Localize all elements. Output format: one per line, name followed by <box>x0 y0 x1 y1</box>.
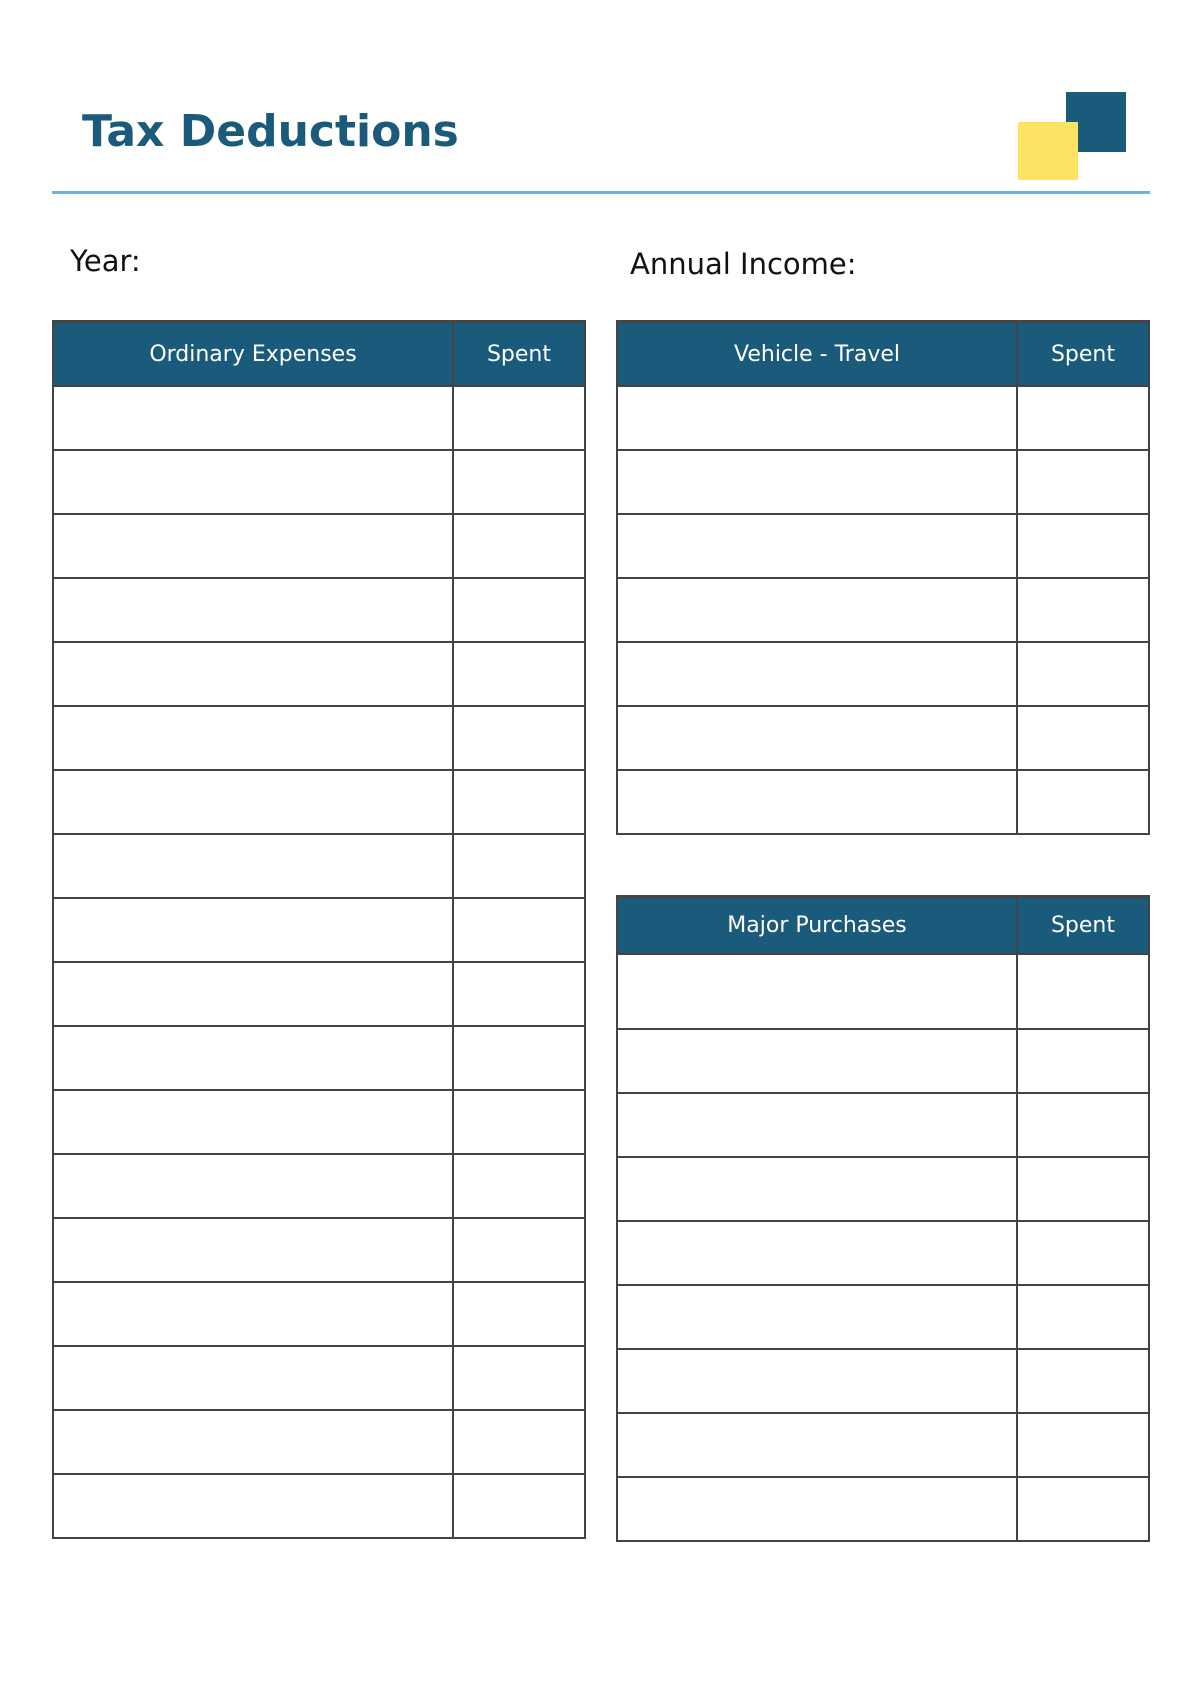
spent-cell[interactable] <box>1017 386 1149 450</box>
spent-cell[interactable] <box>453 1474 585 1538</box>
table-row <box>53 770 585 834</box>
entry-cell[interactable] <box>617 642 1017 706</box>
table-row <box>53 706 585 770</box>
table-row <box>617 1093 1149 1157</box>
table-row <box>617 1477 1149 1541</box>
entry-cell[interactable] <box>617 514 1017 578</box>
spent-cell[interactable] <box>453 1026 585 1090</box>
spent-cell[interactable] <box>453 450 585 514</box>
table-row <box>617 578 1149 642</box>
entry-cell[interactable] <box>53 514 453 578</box>
spent-cell[interactable] <box>1017 1413 1149 1477</box>
spent-cell[interactable] <box>453 1218 585 1282</box>
table-row <box>53 578 585 642</box>
entry-cell[interactable] <box>617 386 1017 450</box>
entry-cell[interactable] <box>617 1157 1017 1221</box>
ordinary-spent-header: Spent <box>453 322 585 387</box>
table-row <box>617 1285 1149 1349</box>
spent-cell[interactable] <box>1017 1029 1149 1093</box>
entry-cell[interactable] <box>53 642 453 706</box>
table-row <box>617 1157 1149 1221</box>
table-row <box>617 706 1149 770</box>
spent-cell[interactable] <box>1017 1221 1149 1285</box>
entry-cell[interactable] <box>53 962 453 1026</box>
entry-cell[interactable] <box>53 1474 453 1538</box>
entry-cell[interactable] <box>617 1413 1017 1477</box>
table-row <box>617 450 1149 514</box>
table-row <box>617 1349 1149 1413</box>
table-row <box>617 1029 1149 1093</box>
page-title: Tax Deductions <box>82 106 459 157</box>
entry-cell[interactable] <box>53 770 453 834</box>
entry-cell[interactable] <box>53 1090 453 1154</box>
entry-cell[interactable] <box>53 1282 453 1346</box>
year-label: Year: <box>70 244 141 278</box>
table-row <box>617 642 1149 706</box>
major-purchases-table <box>616 895 1150 1542</box>
vehicle-travel-header: Vehicle - Travel <box>617 322 1017 387</box>
entry-cell[interactable] <box>617 954 1017 1029</box>
spent-cell[interactable] <box>453 514 585 578</box>
entry-cell[interactable] <box>53 450 453 514</box>
table-row <box>53 642 585 706</box>
table-row <box>617 1221 1149 1285</box>
vehicle-spent-header: Spent <box>1017 322 1149 387</box>
spent-cell[interactable] <box>1017 706 1149 770</box>
entry-cell[interactable] <box>53 1410 453 1474</box>
spent-cell[interactable] <box>1017 1477 1149 1541</box>
table-row <box>53 514 585 578</box>
table-row <box>53 1218 585 1282</box>
header-divider <box>52 191 1150 194</box>
spent-cell[interactable] <box>453 770 585 834</box>
spent-cell[interactable] <box>1017 578 1149 642</box>
table-row <box>53 962 585 1026</box>
table-row <box>53 386 585 450</box>
spent-cell[interactable] <box>453 706 585 770</box>
entry-cell[interactable] <box>53 386 453 450</box>
spent-cell[interactable] <box>453 386 585 450</box>
major-spent-header: Spent <box>1017 897 1149 955</box>
spent-cell[interactable] <box>453 1154 585 1218</box>
entry-cell[interactable] <box>53 578 453 642</box>
spent-cell[interactable] <box>453 642 585 706</box>
entry-cell[interactable] <box>617 1285 1017 1349</box>
spent-cell[interactable] <box>453 1282 585 1346</box>
spent-cell[interactable] <box>453 1090 585 1154</box>
entry-cell[interactable] <box>617 1029 1017 1093</box>
spent-cell[interactable] <box>453 962 585 1026</box>
entry-cell[interactable] <box>53 706 453 770</box>
table-row <box>53 1026 585 1090</box>
entry-cell[interactable] <box>617 578 1017 642</box>
table-row <box>53 1410 585 1474</box>
entry-cell[interactable] <box>617 1093 1017 1157</box>
ordinary-expenses-table <box>52 320 586 1539</box>
spent-cell[interactable] <box>1017 954 1149 1029</box>
entry-cell[interactable] <box>53 834 453 898</box>
spent-cell[interactable] <box>1017 1349 1149 1413</box>
spent-cell[interactable] <box>1017 514 1149 578</box>
ordinary-expenses-header: Ordinary Expenses <box>53 322 453 387</box>
entry-cell[interactable] <box>617 706 1017 770</box>
spent-cell[interactable] <box>453 898 585 962</box>
table-row <box>53 834 585 898</box>
spent-cell[interactable] <box>1017 770 1149 834</box>
spent-cell[interactable] <box>453 1410 585 1474</box>
entry-cell[interactable] <box>617 1349 1017 1413</box>
decorative-yellow-square <box>1018 122 1078 180</box>
spent-cell[interactable] <box>1017 1093 1149 1157</box>
vehicle-travel-table <box>616 320 1150 835</box>
table-row <box>617 1413 1149 1477</box>
entry-cell[interactable] <box>53 1026 453 1090</box>
annual-income-label: Annual Income: <box>630 247 857 281</box>
spent-cell[interactable] <box>453 1346 585 1410</box>
spent-cell[interactable] <box>453 834 585 898</box>
spent-cell[interactable] <box>1017 1157 1149 1221</box>
major-purchases-header: Major Purchases <box>617 897 1017 955</box>
spent-cell[interactable] <box>453 578 585 642</box>
table-row <box>53 1090 585 1154</box>
table-row <box>53 1474 585 1538</box>
entry-cell[interactable] <box>53 1154 453 1218</box>
entry-cell[interactable] <box>617 1221 1017 1285</box>
table-row <box>617 954 1149 1029</box>
table-row <box>53 1154 585 1218</box>
table-row <box>617 770 1149 834</box>
spent-cell[interactable] <box>1017 642 1149 706</box>
table-row <box>53 1282 585 1346</box>
entry-cell[interactable] <box>53 1346 453 1410</box>
table-row <box>53 1346 585 1410</box>
entry-cell[interactable] <box>617 1477 1017 1541</box>
entry-cell[interactable] <box>53 898 453 962</box>
table-row <box>53 898 585 962</box>
entry-cell[interactable] <box>53 1218 453 1282</box>
table-row <box>53 450 585 514</box>
entry-cell[interactable] <box>617 770 1017 834</box>
table-row <box>617 386 1149 450</box>
spent-cell[interactable] <box>1017 1285 1149 1349</box>
table-row <box>617 514 1149 578</box>
spent-cell[interactable] <box>1017 450 1149 514</box>
entry-cell[interactable] <box>617 450 1017 514</box>
